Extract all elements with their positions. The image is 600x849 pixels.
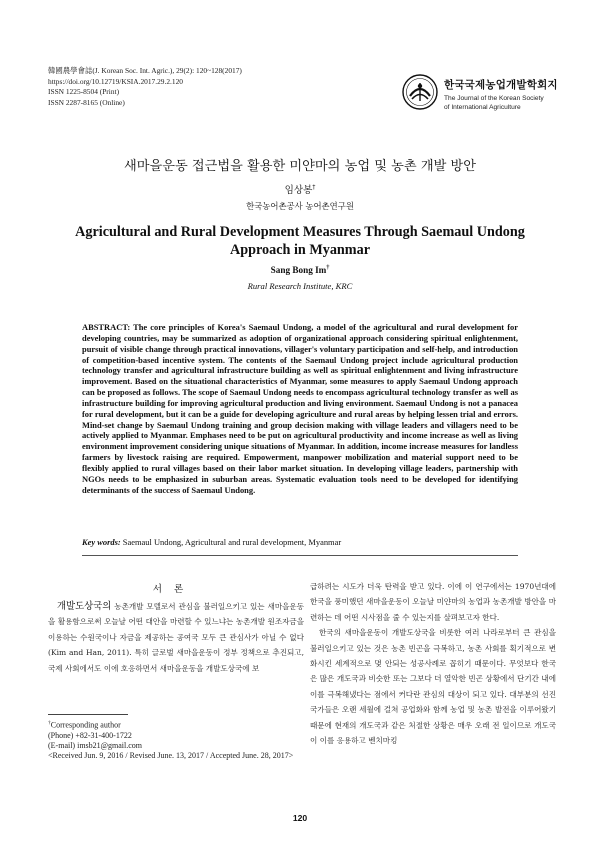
author-english-name: Sang Bong Im: [270, 265, 327, 276]
footnote-email[interactable]: (E-mail) imsb21@gmail.com: [48, 741, 143, 751]
journal-doi[interactable]: https://doi.org/10.12719/KSIA.2017.29.2.120: [48, 76, 183, 86]
journal-citation: 韓國農學會誌(J. Korean Soc. Int. Agric.), 29(2): 120~128(2017): [48, 66, 242, 75]
society-logo-icon: [402, 74, 438, 110]
society-name-en-2: of International Agriculture: [444, 104, 521, 111]
right-paragraph-2: 한국의 새마을운동이 개발도상국을 비롯한 여러 나라로부터 큰 관심을 불러일으키고 있는 것은 농촌 빈곤을 극복하고, 농촌 사회를 획기적으로 변화시킨 세계적으로 몇 안되는 성공사례로 꼽히기 때문이다. 무엇보다 한국은 많은 개도국과 비슷한 또는 그보다 더 열악한 빈곤 상황에서 단기간 내에 이를 극복해냈다는 점에서 커다란 관심의 대상이 되고 있다. 대부분의 선진 국가들은 오랜 세월에 걸쳐 공업화와 함께 농업 및 농촌 발전을 이루어왔기 때문에 현재의 개도국과 같은 처절한 상황은 매우 오래 전 일이므로 개도국이 이를 응용하고 벤치마킹: [310, 628, 556, 746]
author-korean: [0, 182, 600, 196]
right-paragraph-1: 급하려는 시도가 더욱 탄력을 받고 있다. 이에 이 연구에서는 1970년대에 한국을 풍미했던 새마을운동이 오늘날 미얀마의 농업과 농촌개발 방안을 마련하는 데 어떤 시사점을 줄 수 있는지를 살펴보고자 한다.: [310, 582, 556, 622]
footnote-phone: (Phone) +82-31-400-1722: [48, 730, 132, 740]
affiliation-korean: 한국농어촌공사 농어촌연구원: [246, 201, 354, 211]
page-number: 120: [292, 813, 308, 823]
left-paragraph-1: 농촌개발 모델로서 관심을 불러일으키고 있는 새마을운동을 활용함으로써 오늘날 어떤 대안을 마련할 수 있느냐는 농촌개발 원조자금을 이용하는 수원국이나 자금을 제공하는 공여국 모두 큰 관심사가 아닐 수 없다(Kim and Han, 2011). 특히 글로벌 새마을운동이 정부 정책으로 추진되고, 국제 사회에서도 이에 호응하면서 새마을운동을 개발도상국에 보: [48, 602, 304, 673]
lead-word: 개발도상국의: [57, 601, 112, 612]
issn-online: ISSN 2287-8165 (Online): [48, 97, 125, 107]
footnote-author: Corresponding author: [50, 720, 121, 730]
section-heading-introduction: 서론: [152, 584, 196, 595]
keywords-text: Saemaul Undong, Agricultural and rural development, Myanmar: [122, 537, 342, 547]
author-english-mark: †: [326, 265, 330, 271]
society-name-en-1: The Journal of the Korean Society: [444, 95, 544, 102]
keywords-label: Key words:: [82, 537, 121, 547]
footnote-dates: <Received Jun. 9, 2016 / Revised June. 13, 2017 / Accepted June. 28, 2017>: [48, 751, 294, 761]
keywords: [82, 537, 518, 547]
left-column-text: [48, 599, 304, 676]
society-name-kr: 한국국제농업개발학회지: [444, 79, 558, 91]
society-name: [444, 77, 558, 112]
abstract-divider: [82, 555, 518, 556]
title-korean: 새마을운동 접근법을 활용한 미얀마의 농업 및 농촌 개발 방안: [123, 159, 476, 174]
journal-header: [48, 66, 242, 108]
author-korean-name: 임상봉: [284, 185, 313, 196]
issn-print: ISSN 1225-8504 (Print): [48, 87, 120, 96]
abstract: ABSTRACT: The core principles of Korea's Saemaul Undong, a model of the agricultural and rural development for developing countries, may be summarized as adoption of organizational approach considering spiritual enlightenment, pursuit of visible change through practical innovations, villager's voluntary participation and self-help, and introduction of competition-based incentive system. The contents of the Saemaul Undong project include agricultural production technology transfer and agricultural infrastructure building as well as spiritual enlightenment and living infrastructure improvement. Based on the situational characteristics of Myanmar, some measures to apply Saemaul Undong approach can be proposed as follows. The scope of Saemaul Undong needs to encompass agricultural technology transfer as well as infrastructure building for improving agricultural production and living environment. Saemaul Undong is not a panacea for rural development, but it can be a guide for developing agriculture and rural areas by helping lessen trial and errors. Mind-set change by Saemaul Undong training and group decision making with village leaders and villagers need to be actively applied to Myanmar. Emphases need to be put on agricultural productivity and income increase as well as living environment improvement considering unique situations of Myanmar. In addition, income increase measures for landless farmers by livestock raising are required. Empowerment, manpower mobilization and material support need to be flexibly applied to rural villages based on their labor market situation. In developing village leaders, partnership with NGOs needs to be emphasized in suburban areas. Systematic evaluation tools need to be developed for identifying determinants of the success of Saemaul Undong.: [82, 322, 518, 495]
footnote-mark: †: [48, 720, 51, 726]
author-english: [0, 265, 600, 275]
right-column-text: [310, 579, 556, 748]
author-korean-mark: †: [312, 183, 316, 191]
title-english: Agricultural and Rural Development Measures Through Saemaul Undong Approach in Myanmar: [75, 224, 525, 258]
footnote: [48, 718, 308, 761]
footnote-divider: [48, 714, 128, 715]
affiliation-english: Rural Research Institute, KRC: [247, 281, 353, 291]
